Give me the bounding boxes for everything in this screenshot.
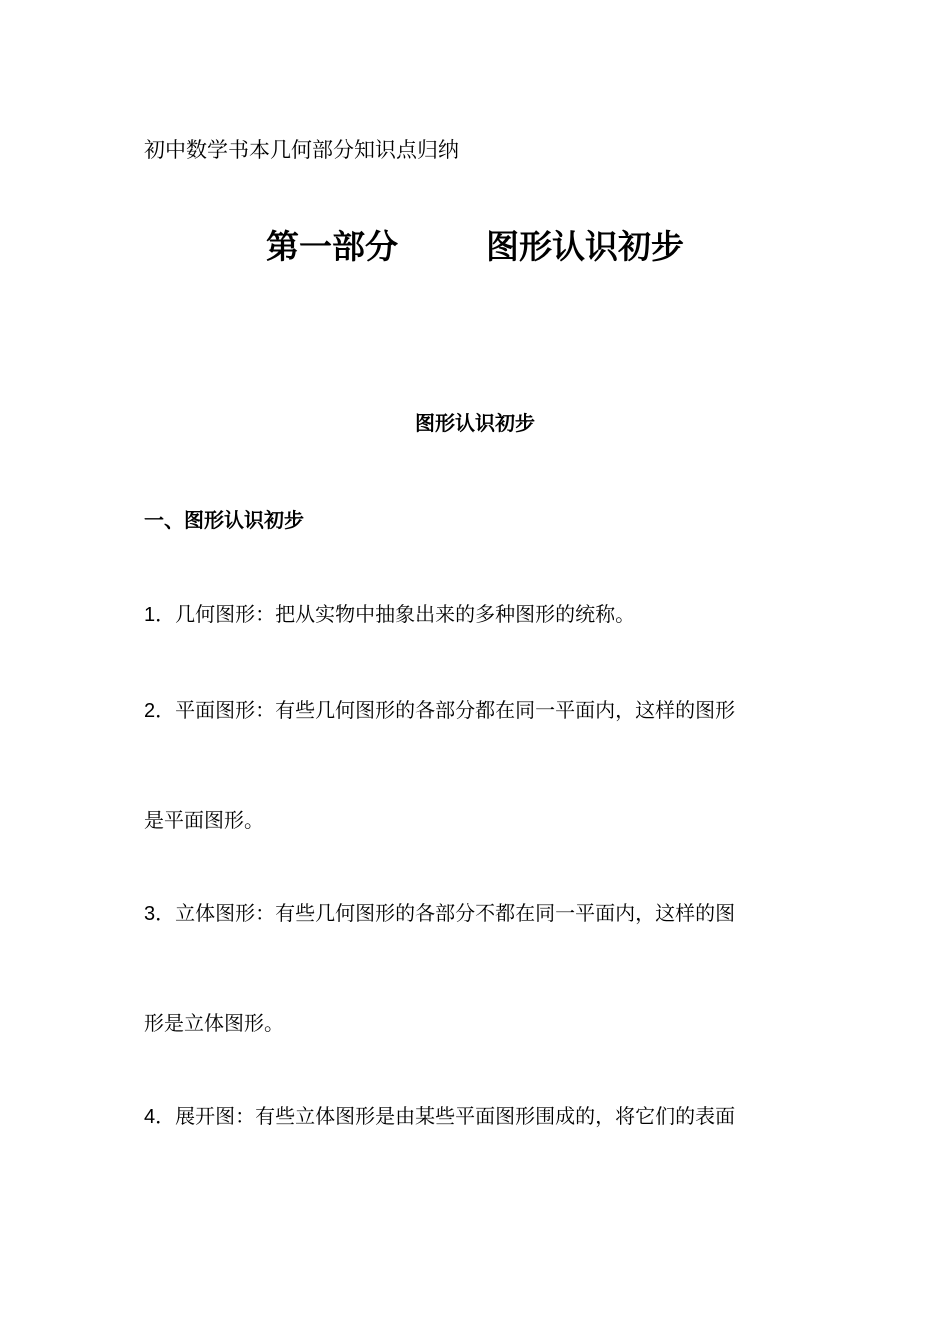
paragraph-text: 是平面图形。: [144, 808, 264, 832]
paragraph-line: [144, 604, 635, 625]
paragraph-line: [144, 903, 735, 924]
paragraph-text: 立体图形：有些几何图形的各部分不都在同一平面内，这样的图: [175, 901, 736, 925]
paragraph-line: [144, 700, 735, 721]
item-number: 2．: [144, 700, 176, 722]
paragraph-text: 形是立体图形。: [144, 1011, 284, 1035]
item-number: 3．: [144, 903, 176, 925]
paragraph-text: 几何图形：把从实物中抽象出来的多种图形的统称。: [175, 602, 636, 626]
section-title: 图形认识初步: [415, 411, 535, 435]
item-number: 1．: [144, 604, 176, 626]
subsection-heading: 一、图形认识初步: [144, 508, 304, 532]
part-label: 第一部分: [266, 227, 398, 266]
paragraph-line: [144, 1106, 735, 1127]
part-name: 图形认识初步: [486, 227, 684, 266]
part-heading: [0, 227, 950, 266]
paragraph-line: [144, 1013, 284, 1034]
paragraph-line: [144, 810, 264, 831]
paragraph-text: 展开图：有些立体图形是由某些平面图形围成的，将它们的表面: [175, 1104, 736, 1128]
paragraph-text: 平面图形：有些几何图形的各部分都在同一平面内，这样的图形: [175, 698, 736, 722]
document-title: 初中数学书本几何部分知识点归纳: [144, 138, 459, 162]
item-number: 4．: [144, 1106, 176, 1128]
